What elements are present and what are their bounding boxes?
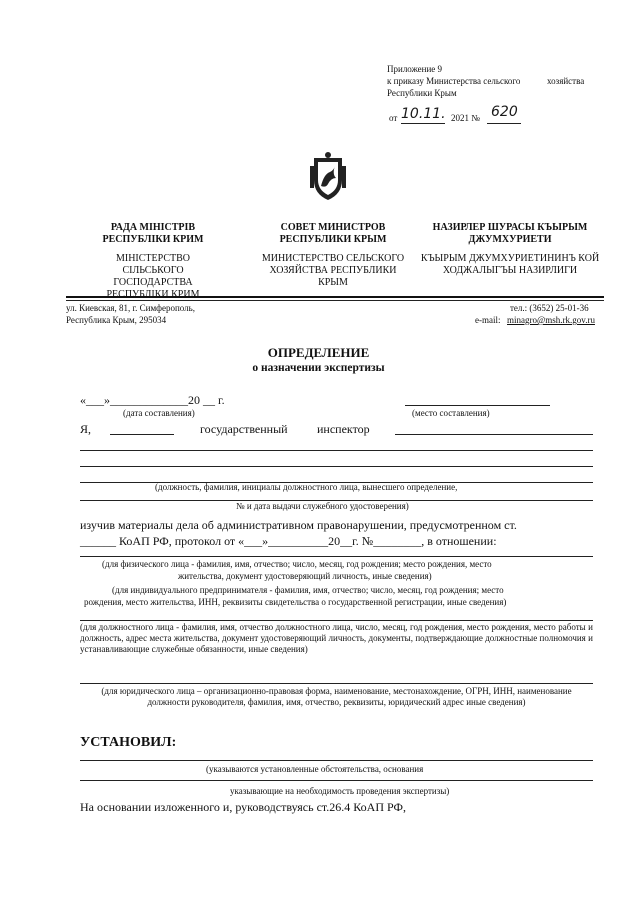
official-caption: (должность, фамилия, инициалы должностного лица, вынесшего определение, (155, 482, 458, 492)
date-caption: (дата составления) (123, 408, 195, 418)
address-line1: ул. Киевская, 81, г. Симферополь, (66, 303, 196, 313)
official-caption2: № и дата выдачи служебного удостоверения) (236, 501, 409, 511)
header-left-title: РАДА МІНІСТРІВ РЕСПУБЛІКИ КРИМ (102, 222, 204, 245)
established-caption1: (указываются установленные обстоятельства, основания (206, 764, 424, 774)
address-line2: Республика Крым, 295034 (66, 315, 167, 325)
legal-caption: (для юридического лица – организационно-правовая форма, наименование, местонахождение, ОГРН, ИНН, наименование должности руководителя, фамилия, имя, отчество, реквизиты, юридический адрес иные сведения) (101, 686, 572, 707)
header-left-sub: МІНІСТЕРСТВО СІЛЬСЬКОГО ГОСПОДАРСТВА РЕСПУБЛІКИ КРИМ (106, 253, 200, 300)
crimea-emblem-icon (306, 152, 350, 202)
ip-caption1: (для индивидуального предпринимателя - фамилия, имя, отчество; число, месяц, год рождения; место (112, 585, 504, 595)
appendix-line2b: хозяйства (547, 76, 585, 86)
header-right-sub: КЪЫРЫМ ДЖУМХУРИЕТИНИНЪ КОЙ ХОДЖАЛЫГЪЫ НАЗИРЛИГИ (420, 253, 600, 276)
basis-text: На основании изложенного и, руководствуясь ст.26.4 КоАП РФ, (80, 800, 406, 814)
official2-caption: (для должностного лица - фамилия, имя, отчество должностного лица, число, месяц, год рождения, место рождения, место работы и должность, адрес места жительства, документ удостоверяющий личность, документы, подтверждающие должностные полномочия и устанавливающие служебные обязанности, иные сведения) (80, 622, 593, 654)
date-line: «___»_____________20 __ г. (80, 393, 225, 407)
appendix-date-handwritten: 10.11. (401, 106, 446, 122)
established-heading: УСТАНОВИЛ: (80, 735, 177, 750)
ya-role2: инспектор (317, 422, 370, 436)
ya-role1: государственный (200, 422, 288, 436)
appendix-line2: к приказу Министерства сельского (387, 76, 521, 86)
appendix-from: от (389, 113, 398, 123)
header-mid-title: СОВЕТ МИНИСТРОВ РЕСПУБЛИКИ КРЫМ (279, 222, 387, 245)
appendix-line1: Приложение 9 (387, 64, 443, 74)
email-label: e-mail: (475, 315, 501, 325)
appendix-number-handwritten: 620 (491, 104, 518, 120)
doc-title: ОПРЕДЕЛЕНИЕ (267, 345, 370, 360)
ya-label: Я, (80, 422, 92, 436)
appendix-year: 2021 № (451, 113, 480, 123)
email-link[interactable]: minagro@msh.rk.gov.ru (507, 315, 595, 325)
doc-subtitle: о назначении экспертизы (252, 362, 385, 374)
person-caption1: (для физического лица - фамилия, имя, отчество; число, месяц, год рождения; место рождения, место (102, 559, 492, 569)
ip-caption2: рождения, место жительства, ИНН, реквизиты свидетельства о государственной регистрации, иные сведения) (84, 597, 507, 607)
koap-text: ______ КоАП РФ, протокол от «___»__________20__г. №________, в отношении: (80, 534, 497, 548)
person-caption2: жительства, документ удостоверяющий личность, иные сведения) (178, 571, 432, 581)
header-right-title: НАЗИРЛЕР ШУРАСЫ КЪЫРЫМ ДЖУМХУРИЕТИ (432, 222, 588, 245)
header-mid-sub: МИНИСТЕРСТВО СЕЛЬСКОГО ХОЗЯЙСТВА РЕСПУБЛИКИ КРЫМ (261, 253, 405, 288)
studied-text: изучив материалы дела об административном правонарушении, предусмотренном ст. (80, 518, 517, 532)
established-caption2: указывающие на необходимость проведения экспертизы) (230, 786, 450, 796)
phone: тел.: (3652) 25-01-36 (510, 303, 589, 313)
place-caption: (место составления) (412, 408, 490, 418)
appendix-line3: Республики Крым (387, 88, 457, 98)
